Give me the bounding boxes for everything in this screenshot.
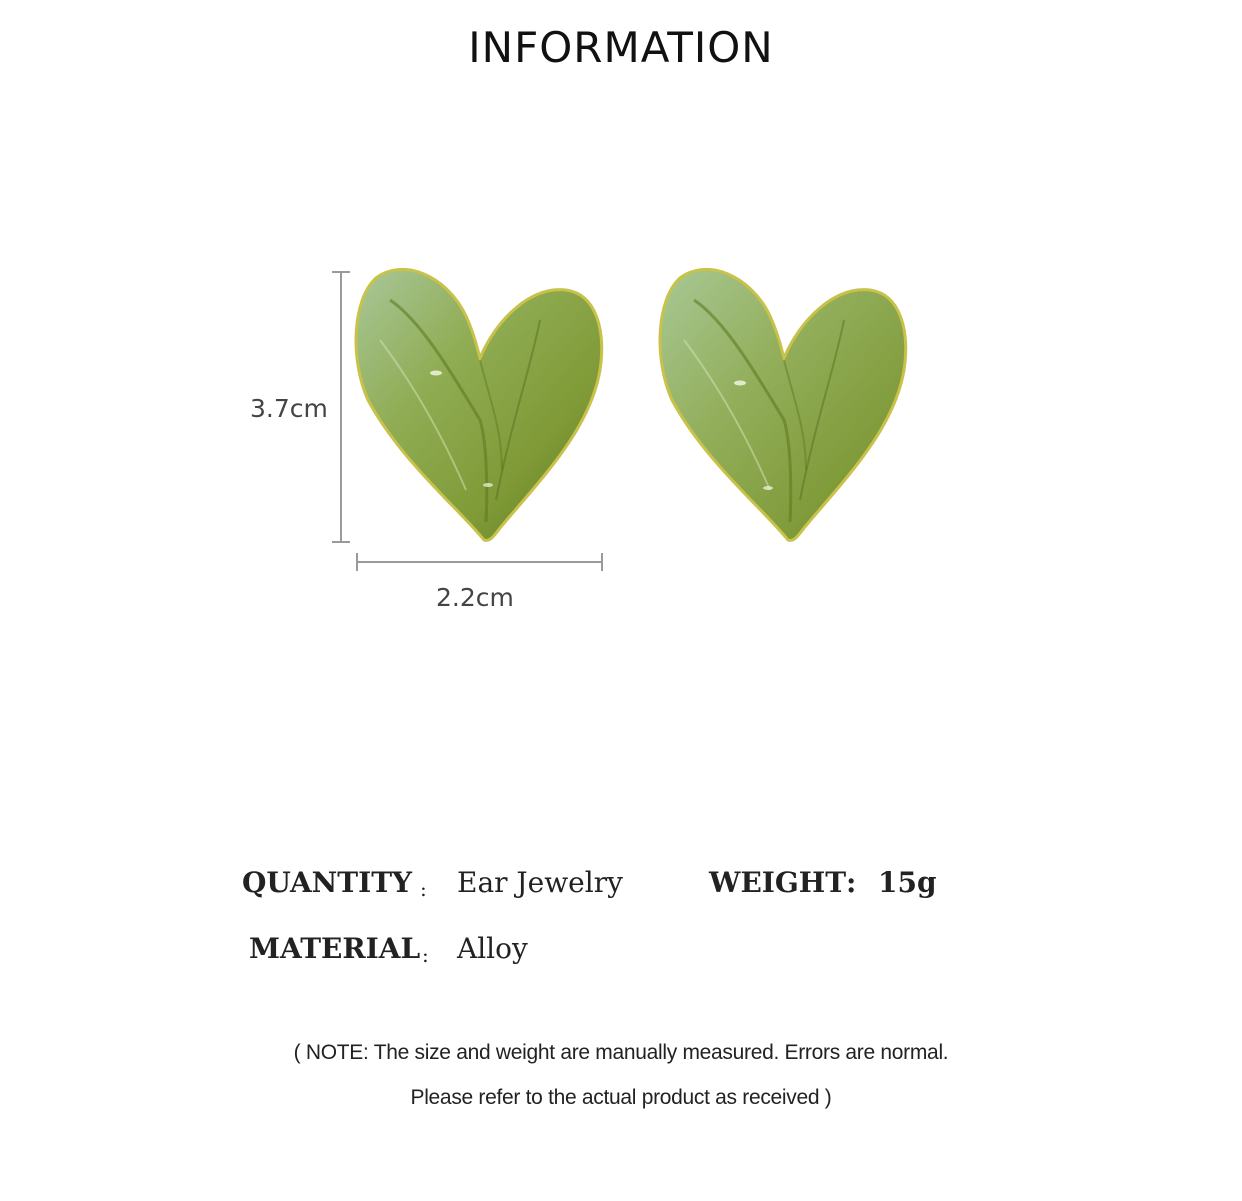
quantity-separator: : — [420, 877, 427, 901]
weight-spec — [709, 866, 846, 900]
height-label: 3.7cm — [250, 394, 328, 423]
weight-value — [878, 866, 937, 900]
material-key: MATERIAL — [249, 932, 421, 965]
weight-value-text: 15g — [878, 866, 937, 899]
quantity-key: QUANTITY — [242, 866, 413, 899]
earrings-illustration — [240, 260, 940, 640]
weight-key: WEIGHT — [709, 866, 847, 899]
weight-separator: : — [846, 866, 857, 899]
height-dimension-line — [332, 272, 350, 542]
material-spec — [249, 932, 420, 966]
note-line-1: ( NOTE: The size and weight are manually measured. Errors are normal. — [293, 1041, 949, 1064]
material-separator: : — [422, 943, 429, 967]
right-heart-earring — [660, 269, 906, 540]
quantity-spec — [242, 866, 412, 900]
width-label: 2.2cm — [436, 583, 514, 612]
note-line-2: Please refer to the actual product as received ) — [410, 1086, 832, 1109]
width-dimension-line — [357, 553, 602, 571]
material-value-text: Alloy — [457, 932, 528, 965]
quantity-value — [457, 866, 623, 900]
product-figure — [240, 260, 940, 640]
material-value — [457, 932, 528, 966]
quantity-value-text: Ear Jewelry — [457, 866, 623, 899]
page-title: INFORMATION — [468, 23, 774, 72]
left-heart-earring — [356, 269, 602, 540]
